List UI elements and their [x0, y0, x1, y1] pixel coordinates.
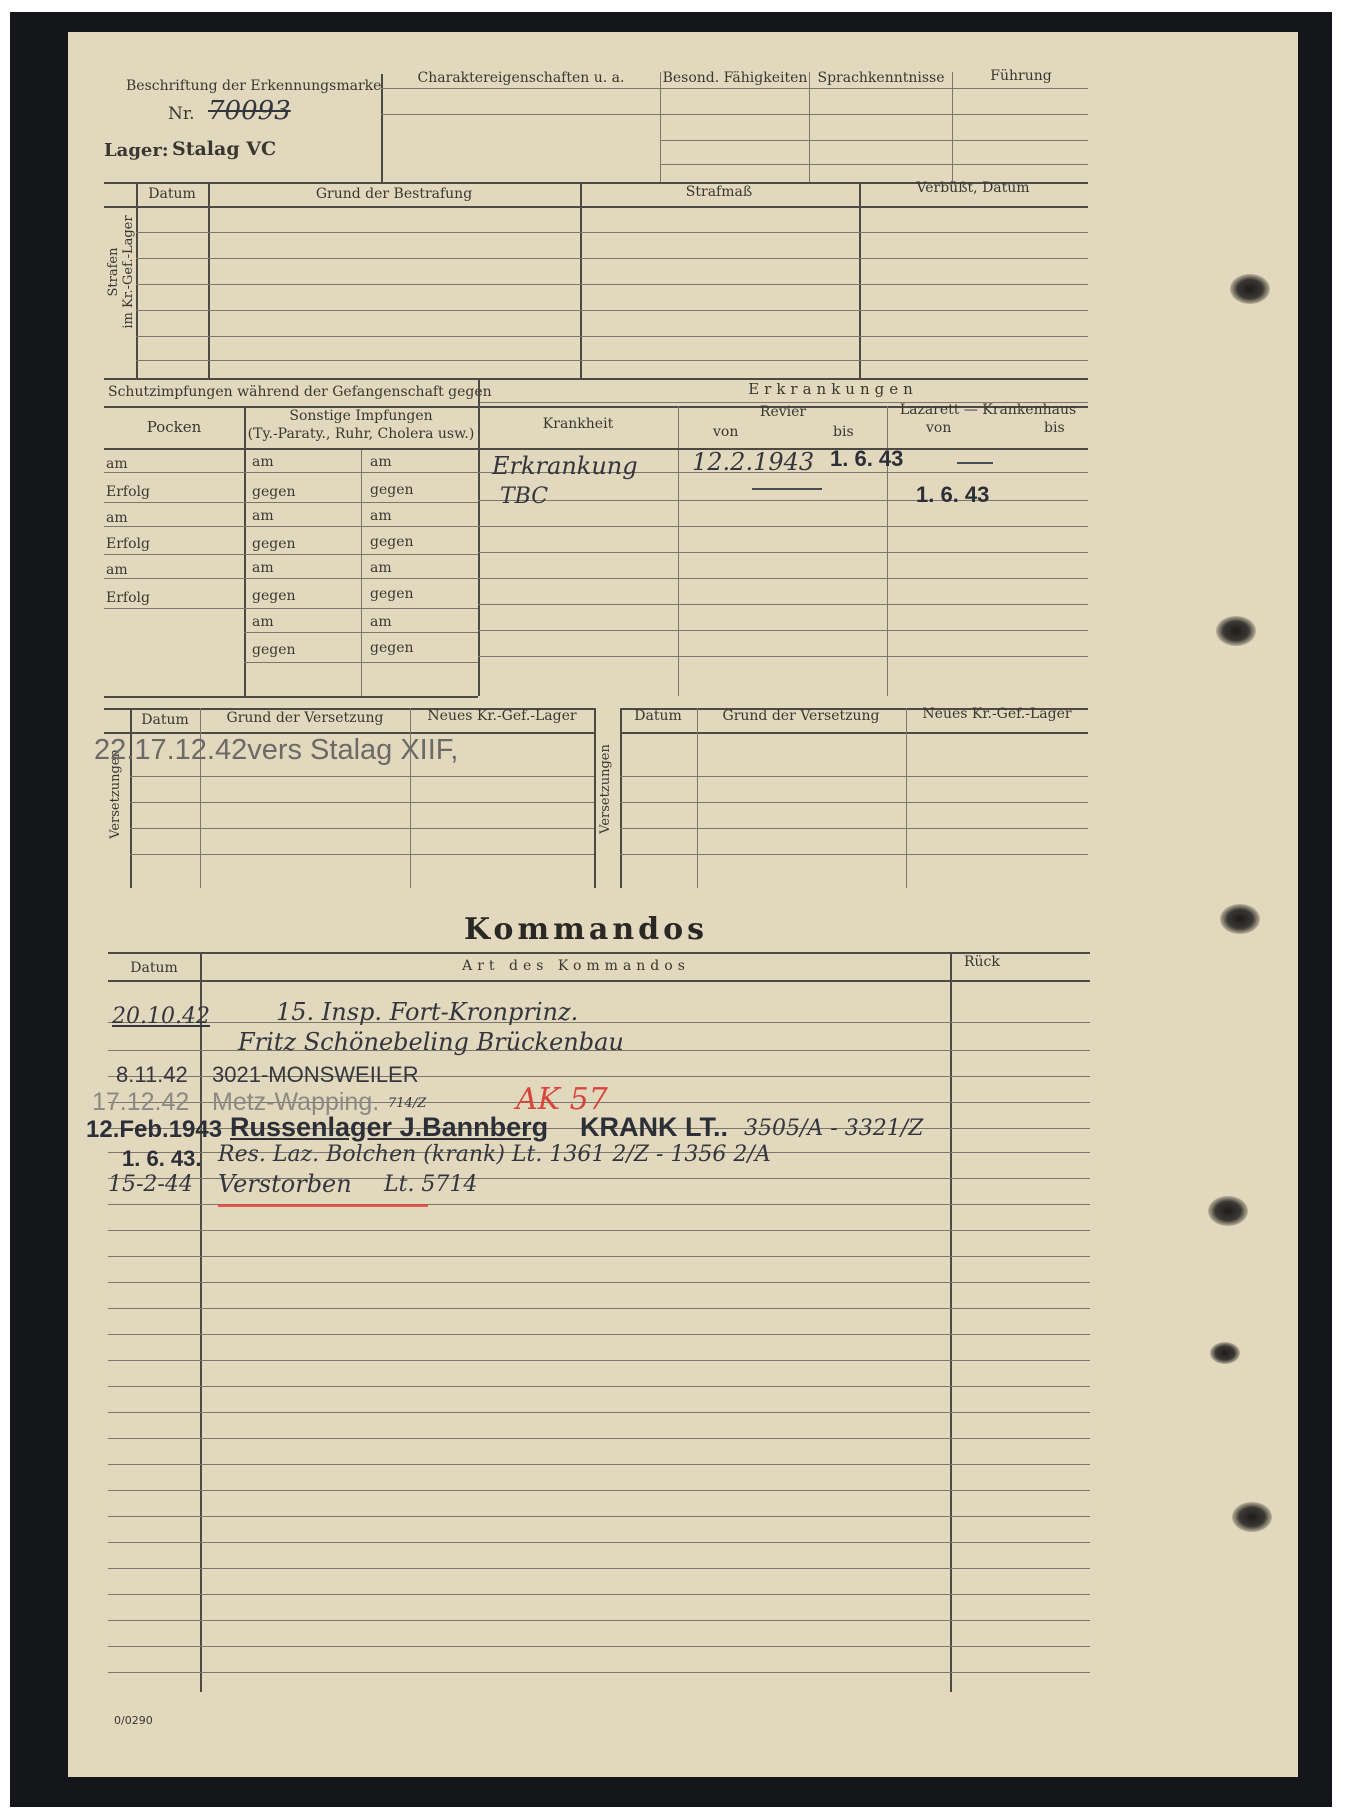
kommando-5-text: Res. Laz. Bolchen (krank) Lt. 1361 2/Z - 1356 2/A — [218, 1142, 771, 1167]
pow-record-card — [68, 32, 1298, 1777]
vacc-r1c3: am — [370, 454, 392, 470]
vacc-r4c2: gegen — [252, 536, 296, 552]
disease-label: Krankheit — [542, 416, 614, 432]
transfer-col-date-left: Datum — [141, 712, 189, 728]
vacc-r2c2: gegen — [252, 484, 296, 500]
vacc-r3c3: am — [370, 508, 392, 524]
kommando-4-text: Russenlager J.Bannberg — [230, 1112, 549, 1142]
vacc-r8c3: gegen — [370, 640, 414, 656]
transfer-entry: 22.17.12.42vers Stalag XIIF, — [94, 734, 459, 766]
scan-frame — [10, 12, 1332, 1807]
vacc-r4c3: gegen — [370, 534, 414, 550]
hospital-label: Lazarett — Krankenhaus — [899, 402, 1077, 418]
hospital-dash — [957, 462, 993, 464]
vacc-r5c3: am — [370, 560, 392, 576]
vacc-r1c2: am — [252, 454, 274, 470]
transfer-col-reason-left: Grund der Versetzung — [226, 710, 384, 726]
hospital-bis-label: bis — [1044, 420, 1065, 436]
form-number: 0/0290 — [114, 1714, 153, 1727]
nr-value: 70093 — [208, 96, 291, 126]
kommando-4-status: KRANK LT.. — [580, 1112, 728, 1142]
punch-hole — [1220, 904, 1260, 934]
revier-from-entry: 12.2.1943 — [692, 448, 815, 476]
punish-col-served: Verbüßt, Datum — [916, 180, 1030, 196]
kommando-4-code: 3505/A - 3321/Z — [744, 1116, 924, 1141]
kommandos-title: Kommandos — [463, 912, 709, 947]
other-vacc-label-2: (Ty.-Paraty., Ruhr, Cholera usw.) — [247, 426, 475, 442]
other-vacc-label-1: Sonstige Impfungen — [289, 408, 433, 424]
skills-label: Besond. Fähigkeiten — [662, 70, 808, 86]
vacc-r8c2: gegen — [252, 642, 296, 658]
red-underline — [218, 1204, 428, 1207]
kommando-col-date: Datum — [130, 960, 178, 976]
camp-label: Lager: — [104, 140, 169, 161]
revier-underline — [752, 488, 822, 490]
vacc-r2c1: Erfolg — [106, 484, 150, 500]
punch-hole — [1232, 1502, 1272, 1532]
kommando-col-return: Rück — [964, 954, 1000, 970]
camp-value: Stalag VC — [172, 138, 277, 160]
vaccinations-title: Schutzimpfungen während der Gefangenschaft gegen — [108, 384, 492, 400]
vacc-r3c1: am — [106, 510, 128, 526]
revier-bis-label: bis — [833, 424, 854, 440]
conduct-label: Führung — [990, 68, 1052, 84]
disease-entry-1: Erkrankung — [492, 452, 638, 480]
kommando-1b-text: Fritz Schönebeling Brückenbau — [238, 1028, 624, 1056]
punch-hole — [1230, 274, 1270, 304]
punishments-side-label — [106, 192, 136, 352]
vacc-r1c1: am — [106, 456, 128, 472]
hospital-von-label: von — [926, 420, 952, 436]
vacc-r6c2: gegen — [252, 588, 296, 604]
kommando-1-text: 15. Insp. Fort-Kronprinz. — [276, 998, 579, 1026]
punish-col-reason: Grund der Bestrafung — [315, 186, 473, 202]
vacc-r7c3: am — [370, 614, 392, 630]
kommando-3-date: 17.12.42 — [92, 1088, 190, 1116]
languages-label: Sprachkenntnisse — [817, 70, 945, 86]
vacc-r3c2: am — [252, 508, 274, 524]
nr-label: Nr. — [168, 104, 195, 124]
kommando-4-date: 12.Feb.1943 — [86, 1116, 223, 1143]
punch-hole — [1208, 1196, 1248, 1226]
vacc-r2c3: gegen — [370, 482, 414, 498]
kommando-2-text: 3021-MONSWEILER — [212, 1062, 419, 1087]
kommando-col-type: Art des Kommandos — [462, 958, 690, 974]
kommando-6-date: 15-2-44 — [108, 1172, 193, 1197]
punish-col-date: Datum — [148, 186, 196, 202]
kommando-2-date: 8.11.42 — [116, 1062, 188, 1087]
disease-entry-2: TBC — [500, 484, 549, 509]
punishments-side-label-1: Strafen — [106, 247, 121, 297]
traits-label: Charaktereigenschaften u. a. — [417, 70, 625, 86]
transfer-col-camp-right: Neues Kr.-Gef.-Lager — [922, 706, 1072, 722]
vacc-r7c2: am — [252, 614, 274, 630]
vacc-r6c1: Erfolg — [106, 590, 150, 606]
transfer-col-camp-left: Neues Kr.-Gef.-Lager — [427, 708, 577, 724]
kommando-6-text: Verstorben — [218, 1170, 352, 1198]
revier-to-stamp: 1. 6. 43 — [830, 446, 904, 471]
punishments-side-label-2: im Kr.-Gef.-Lager — [121, 215, 136, 329]
kommando-1-date: 20.10.42 — [112, 1004, 210, 1029]
tag-label: Beschriftung der Erkennungsmarke — [126, 78, 382, 94]
transfers-side-label-right: Versetzungen — [598, 744, 613, 834]
kommando-3-text: Metz-Wapping. — [212, 1088, 380, 1116]
revier-label: Revier — [759, 404, 807, 420]
transfer-col-date-right: Datum — [634, 708, 682, 724]
vacc-r6c3: gegen — [370, 586, 414, 602]
punch-hole — [1210, 1342, 1240, 1364]
vacc-r5c1: am — [106, 562, 128, 578]
vacc-r4c1: Erfolg — [106, 536, 150, 552]
kommando-6-code: Lt. 5714 — [384, 1172, 478, 1197]
punish-col-penalty: Strafmaß — [685, 184, 753, 200]
pocken-label: Pocken — [146, 418, 202, 436]
vacc-r5c2: am — [252, 560, 274, 576]
revier-von-label: von — [713, 424, 739, 440]
punch-hole — [1216, 616, 1256, 646]
kommando-3-red-note: AK 57 — [516, 1082, 608, 1117]
illnesses-title: Erkrankungen — [748, 380, 918, 398]
kommando-5-date: 1. 6. 43. — [122, 1146, 202, 1171]
transfers-side-label-left: Versetzungen — [108, 749, 123, 839]
hospital-from-stamp: 1. 6. 43 — [916, 482, 990, 507]
kommando-3-code: 714/Z — [388, 1096, 427, 1111]
transfer-col-reason-right: Grund der Versetzung — [722, 708, 880, 724]
